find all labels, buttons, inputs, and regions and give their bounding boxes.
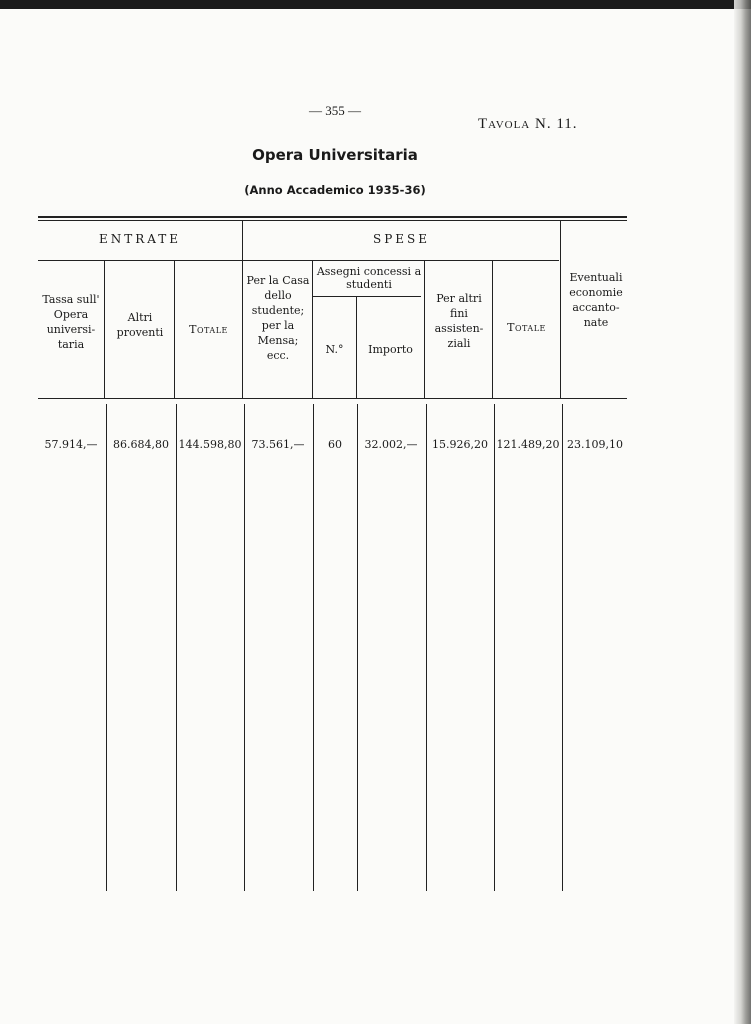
scan-top-edge bbox=[0, 0, 751, 9]
col-divider bbox=[104, 261, 105, 398]
cell-economie: 23.109,10 bbox=[567, 438, 623, 451]
page-subtitle: (Anno Accademico 1935-36) bbox=[244, 183, 426, 197]
col-header-altri-fini: Per altri fini assisten- ziali bbox=[434, 292, 484, 350]
col-divider bbox=[313, 404, 314, 891]
col-header-importo: Importo bbox=[368, 343, 413, 356]
col-header-totale-spese: Totale bbox=[507, 321, 546, 334]
col-header-casa-mensa: Per la Casa dello studente; per la Mensa; ecc. bbox=[246, 274, 310, 362]
group-header-entrate: ENTRATE bbox=[98, 232, 182, 246]
assegni-sub-rule bbox=[313, 296, 421, 297]
col-divider bbox=[424, 261, 425, 398]
cell-altri-proventi: 86.684,80 bbox=[113, 438, 169, 451]
col-divider bbox=[494, 404, 495, 891]
cell-casa-mensa: 73.561,— bbox=[251, 438, 305, 451]
col-header-altri-proventi: Altri proventi bbox=[116, 311, 164, 339]
table-top-rule bbox=[38, 216, 627, 218]
cell-totale-entrate: 144.598,80 bbox=[178, 438, 242, 451]
scan-right-edge bbox=[734, 0, 751, 1024]
col-header-economie: Eventuali economie accanto- nate bbox=[569, 271, 623, 329]
cell-numero: 60 bbox=[328, 438, 342, 451]
col-divider bbox=[357, 404, 358, 891]
col-divider bbox=[244, 404, 245, 891]
cell-altri-fini: 15.926,20 bbox=[432, 438, 488, 451]
cell-importo: 32.002,— bbox=[364, 438, 418, 451]
col-divider bbox=[426, 404, 427, 891]
table-top-rule-inner bbox=[38, 220, 627, 221]
cell-totale-spese: 121.489,20 bbox=[496, 438, 560, 451]
col-divider bbox=[562, 404, 563, 891]
col-header-totale-entrate: Totale bbox=[189, 323, 228, 336]
group-header-rule bbox=[38, 260, 559, 261]
group-header-spese: SPESE bbox=[372, 232, 431, 246]
col-header-tassa: Tassa sull' Opera universi- taria bbox=[42, 293, 100, 351]
col-header-assegni: Assegni concessi a studenti bbox=[316, 265, 422, 291]
page-number: — 355 — bbox=[309, 103, 361, 118]
col-divider bbox=[176, 404, 177, 891]
page-title: Opera Universitaria bbox=[252, 146, 418, 164]
col-header-numero: N.° bbox=[325, 343, 344, 356]
cell-tassa: 57.914,— bbox=[44, 438, 98, 451]
table-number: Tavola N. 11. bbox=[478, 116, 578, 132]
col-divider bbox=[242, 221, 243, 398]
header-bottom-rule bbox=[38, 398, 627, 399]
col-divider bbox=[106, 404, 107, 891]
